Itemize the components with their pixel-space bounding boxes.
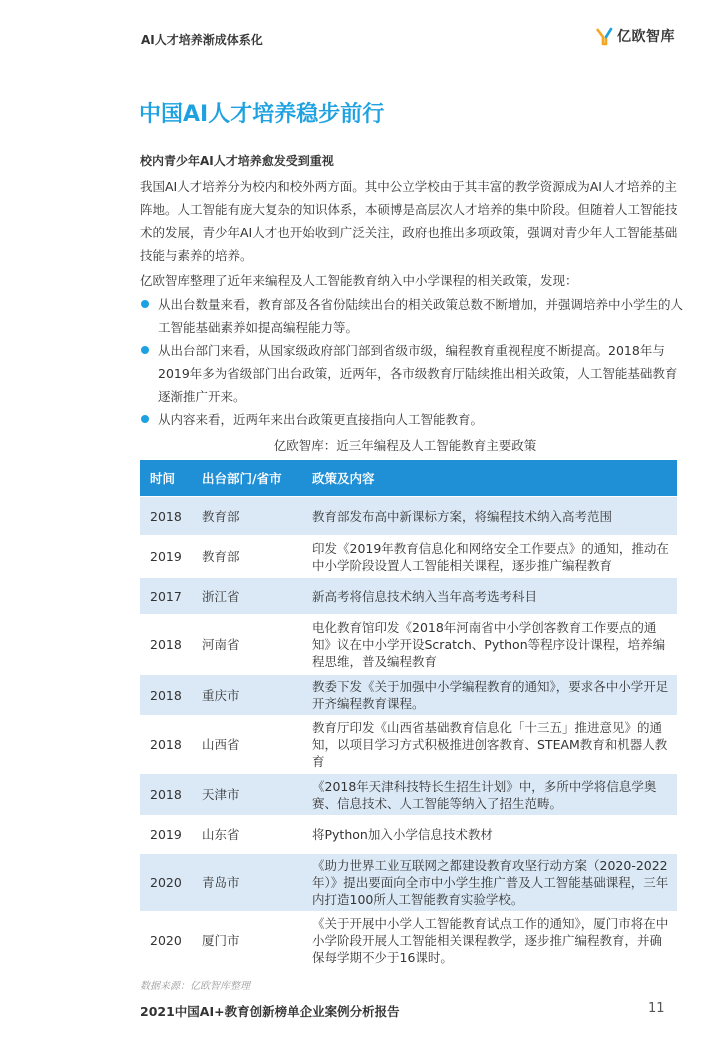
table-row [140,816,677,854]
cell-content: 教育厅印发《山西省基础教育信息化「十三五」推进意见》的通知，以项目学习方式积极推进创客教育、STEAM教育和机器人教育 [302,716,677,774]
cell-year: 2019 [140,816,192,854]
findings-intro: 亿欧智库整理了近年来编程及人工智能教育纳入中小学课程的相关政策，发现： [140,273,578,288]
cell-content: 《助力世界工业互联网之都建设教育攻坚行动方案（2020-2022年）》提出要面向全市中小学生推广普及人工智能基础课程，三年内打造100所人工智能教育实验学校。 [302,854,677,912]
bullet-dot-icon [141,346,149,354]
table-row [140,774,677,816]
cell-year: 2018 [140,615,192,675]
cell-dept: 教育部 [192,497,302,536]
column-header-year: 时间 [140,460,192,497]
cell-year: 2020 [140,854,192,912]
cell-year: 2018 [140,716,192,774]
table-row [140,497,677,536]
list-item [140,339,685,408]
table-row [140,854,677,912]
bullet-text: 从出台数量来看，教育部及各省份陆续出台的相关政策总数不断增加，并强调培养中小学生的人工智能基础素养如提高编程能力等。 [158,297,684,335]
logo-mark-icon [594,26,614,46]
cell-content: 电化教育馆印发《2018年河南省中小学创客教育工作要点的通知》议在中小学开设Scratch、Python等程序设计课程，培养编程思维，普及编程教育 [302,615,677,675]
cell-dept: 教育部 [192,536,302,578]
cell-dept: 山西省 [192,716,302,774]
table-header-row [140,460,677,497]
cell-content: 教委下发《关于加强中小学编程教育的通知》，要求各中小学开足开齐编程教育课程。 [302,675,677,716]
cell-dept: 浙江省 [192,578,302,615]
intro-paragraph: 我国AI人才培养分为校内和校外两方面。其中公立学校由于其丰富的教学资源成为AI人才培养的主阵地。人工智能有庞大复杂的知识体系，本硕博是高层次人才培养的集中阶段。但随着人工智能技术的发展，青少年AI人才也开始收到广泛关注，政府也推出多项政策，强调对青少年人工智能基础技能与素养的培养。 [140,179,678,263]
list-item [140,408,685,431]
cell-dept: 河南省 [192,615,302,675]
cell-year: 2017 [140,578,192,615]
table-row [140,716,677,774]
cell-year: 2018 [140,497,192,536]
cell-content: 新高考将信息技术纳入当年高考选考科目 [302,578,677,615]
bullet-dot-icon [141,415,149,423]
header-title: AI人才培养渐成体系化 [141,33,263,47]
cell-year: 2020 [140,912,192,969]
data-source-note: 数据来源：亿欧智库整理 [140,981,250,992]
cell-dept: 重庆市 [192,675,302,716]
cell-dept: 青岛市 [192,854,302,912]
cell-year: 2018 [140,774,192,816]
findings-list [140,293,685,431]
cell-dept: 天津市 [192,774,302,816]
cell-content: 教育部发布高中新课标方案，将编程技术纳入高考范围 [302,497,677,536]
cell-dept: 山东省 [192,816,302,854]
table-caption: 亿欧智库：近三年编程及人工智能教育主要政策 [273,438,537,453]
policy-table [140,460,677,969]
logo-text: 亿欧智库 [617,29,675,45]
subsection-title: 校内青少年AI人才培养愈发受到重视 [140,154,334,168]
cell-year: 2018 [140,675,192,716]
cell-content: 将Python加入小学信息技术教材 [302,816,677,854]
bullet-text: 从出台部门来看，从国家级政府部门部到省级市级，编程教育重视程度不断提高。2018年与2019年多为省级部门出台政策，近两年，各市级教育厅陆续推出相关政策，人工智能基础教育逐渐推广开来。 [158,343,678,404]
cell-content: 印发《2019年教育信息化和网络安全工作要点》的通知，推动在中小学阶段设置人工智能相关课程，逐步推广编程教育 [302,536,677,578]
column-header-content: 政策及内容 [302,460,677,497]
footer-report-title: 2021中国AI+教育创新榜单企业案例分析报告 [140,1004,400,1019]
table-row [140,536,677,578]
cell-year: 2019 [140,536,192,578]
brand-logo [594,26,675,46]
cell-content: 《关于开展中小学人工智能教育试点工作的通知》，厦门市将在中小学阶段开展人工智能相关课程教学，逐步推广编程教育，并确保每学期不少于16课时。 [302,912,677,969]
column-header-dept: 出台部门/省市 [192,460,302,497]
table-row [140,675,677,716]
section-title: 中国AI人才培养稳步前行 [139,102,385,127]
table-row [140,578,677,615]
cell-content: 《2018年天津科技特长生招生计划》中，多所中学将信息学奥赛、信息技术、人工智能等纳入了招生范畴。 [302,774,677,816]
cell-dept: 厦门市 [192,912,302,969]
bullet-text: 从内容来看，近两年来出台政策更直接指向人工智能教育。 [158,412,484,427]
bullet-dot-icon [141,300,149,308]
table-row [140,912,677,969]
page-number: 11 [648,1001,665,1016]
list-item [140,293,685,339]
table-row [140,615,677,675]
